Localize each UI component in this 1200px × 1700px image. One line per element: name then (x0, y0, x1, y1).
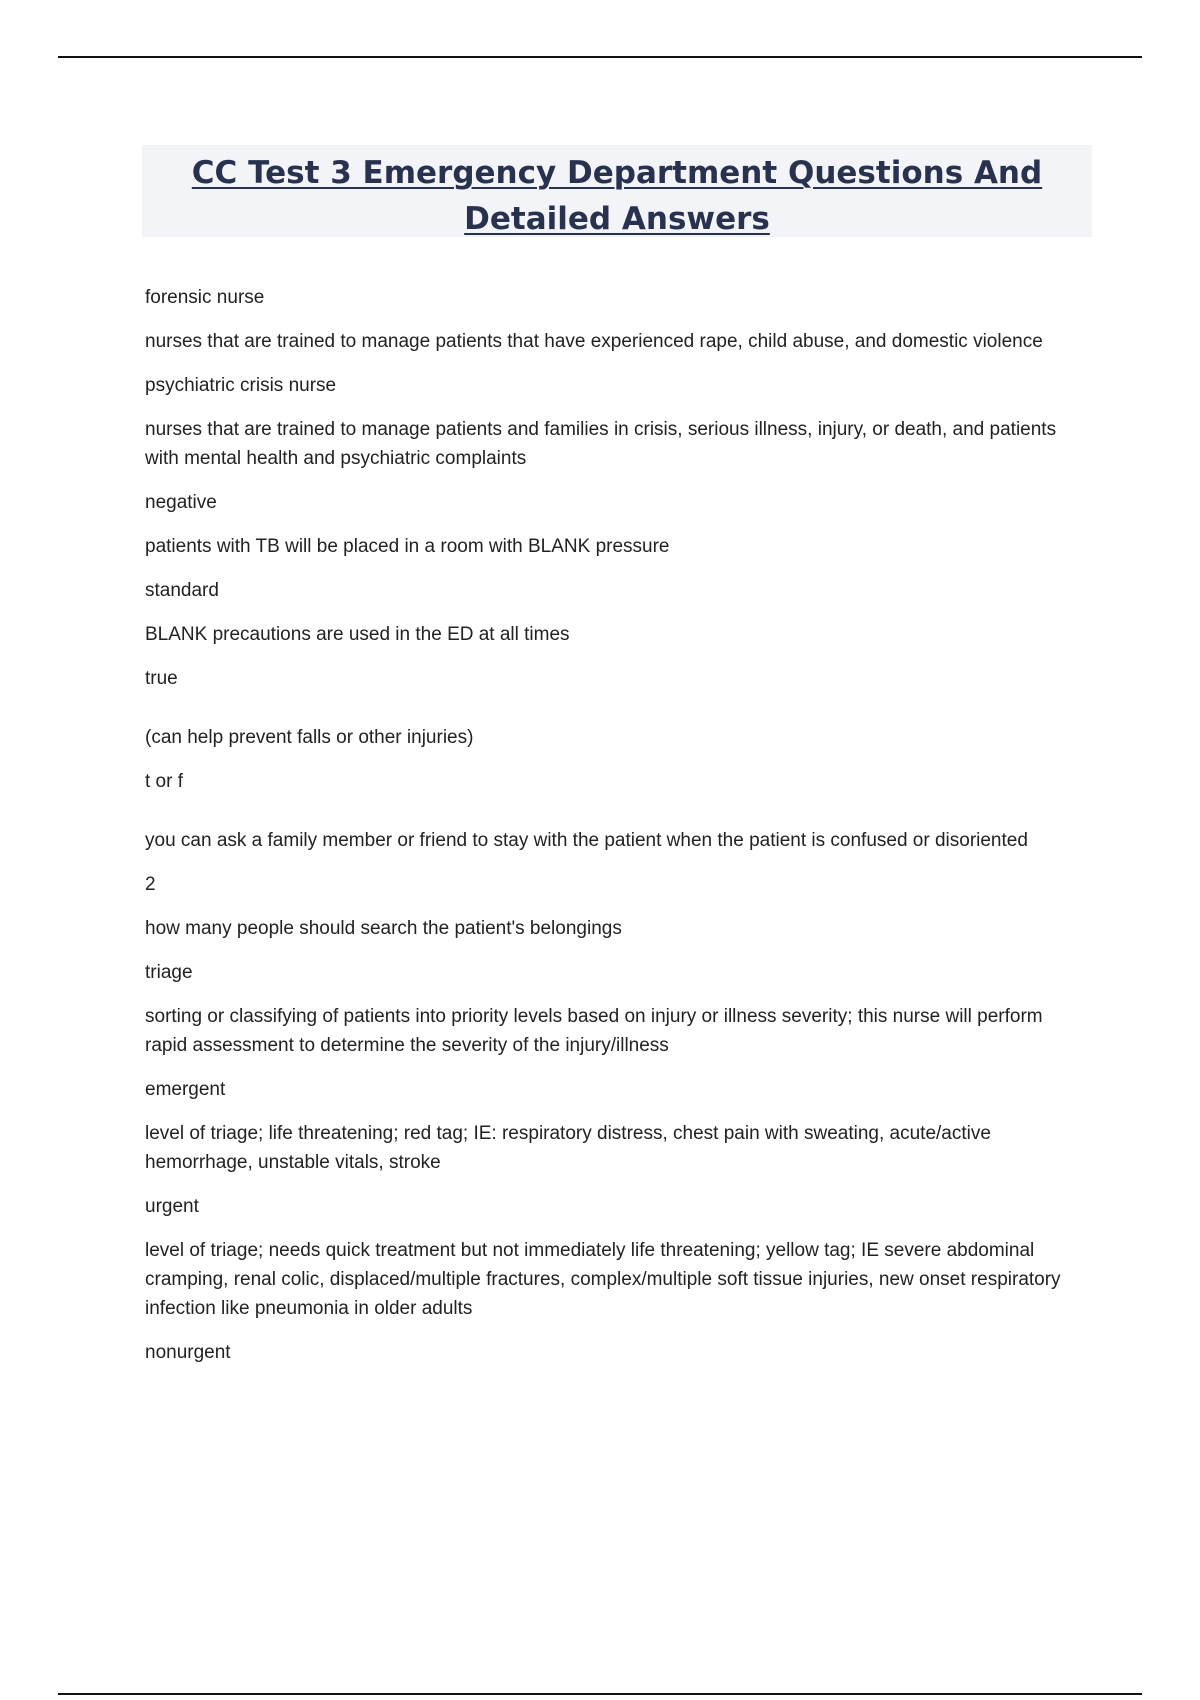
definition: BLANK precautions are used in the ED at all times (145, 624, 570, 645)
term: forensic nurse (145, 287, 265, 308)
term: triage (145, 962, 193, 983)
definition: nurses that are trained to manage patients that have experienced rape, child abuse, and domestic violence (145, 331, 1043, 352)
definition: patients with TB will be placed in a room with BLANK pressure (145, 536, 670, 557)
title-banner (142, 145, 1092, 237)
term: standard (145, 580, 219, 601)
definition: (can help prevent falls or other injuries) (145, 727, 474, 748)
definition: you can ask a family member or friend to stay with the patient when the patient is confused or disoriented (145, 830, 1028, 851)
top-rule (58, 56, 1142, 58)
term: nonurgent (145, 1342, 231, 1363)
term: 2 (145, 874, 156, 895)
term: negative (145, 492, 217, 513)
definition: sorting or classifying of patients into priority levels based on injury or illness severity; this nurse will perform rapid assessment to determine the severity of the injury/illness (145, 1006, 1043, 1056)
term: psychiatric crisis nurse (145, 375, 337, 396)
definition: level of triage; life threatening; red tag; IE: respiratory distress, chest pain with sweating, acute/active hemorrhage, unstable vitals, stroke (145, 1123, 991, 1173)
document-body (145, 283, 1090, 1382)
term: t or f (145, 771, 184, 792)
bottom-rule (58, 1693, 1142, 1695)
term: emergent (145, 1079, 226, 1100)
document-title: CC Test 3 Emergency Department Questions And Detailed Answers (191, 155, 1043, 237)
definition: how many people should search the patient's belongings (145, 918, 622, 939)
term: urgent (145, 1196, 199, 1217)
definition: nurses that are trained to manage patients and families in crisis, serious illness, injury, or death, and patients with mental health and psychiatric complaints (145, 419, 1057, 469)
definition: level of triage; needs quick treatment but not immediately life threatening; yellow tag; IE severe abdominal cramping, renal colic, displaced/multiple fractures, complex/multiple soft tissue injuries, new onset respiratory infection like pneumonia in older adults (145, 1240, 1061, 1319)
term: true (145, 668, 178, 689)
